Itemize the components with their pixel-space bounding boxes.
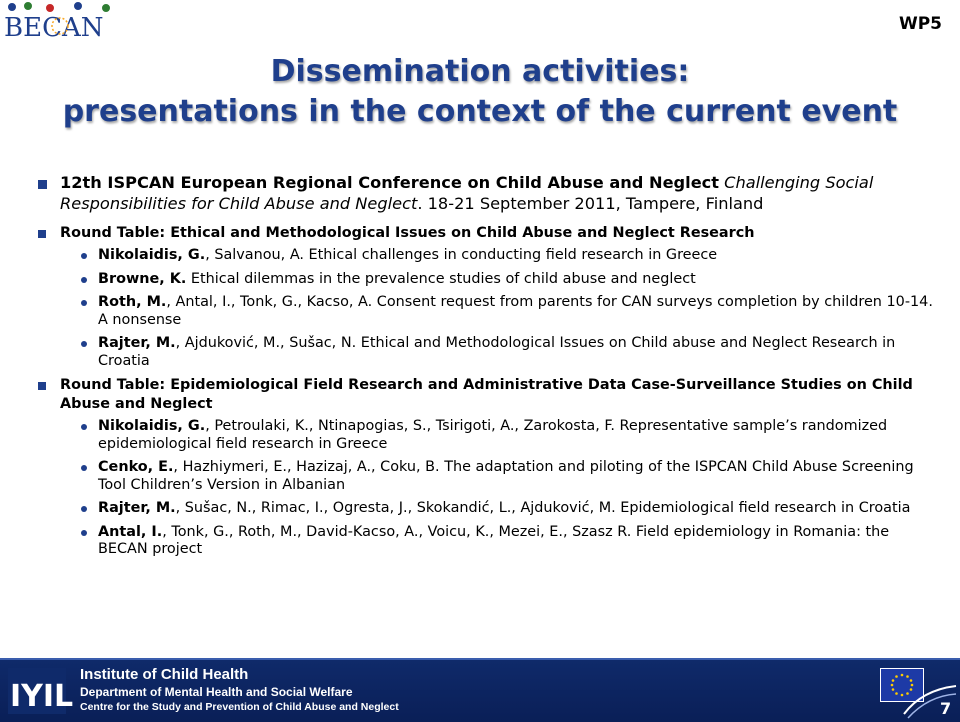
conference-subtitle: Challenging Social Responsibilities for Child Abuse and Neglect: [60, 173, 874, 213]
becan-logo: [2, 0, 142, 44]
round-bullet-icon: [81, 424, 87, 430]
department-name: Department of Mental Health and Social Welfare: [80, 685, 353, 699]
round-bullet-icon: [81, 300, 87, 306]
wp5-label: WP5: [898, 14, 942, 34]
square-bullet-icon: [38, 180, 47, 189]
round-bullet-icon: [81, 277, 87, 283]
conference-name: 12th ISPCAN European Regional Conference on Child Abuse and Neglect: [60, 173, 720, 192]
list-item: Browne, K. Ethical dilemmas in the prevalence studies of child abuse and neglect: [38, 271, 943, 289]
page-title: [0, 52, 960, 132]
iyil-logo: [8, 668, 74, 714]
conference-bullet: [38, 172, 943, 214]
fp7-logo: [902, 680, 958, 720]
becan-logo-text: BECAN: [4, 13, 104, 43]
footer-bar: [0, 658, 960, 722]
conference-date-place: . 18-21 September 2011, Tampere, Finland: [417, 194, 764, 213]
square-bullet-icon: [38, 230, 46, 238]
round-bullet-icon: [81, 253, 87, 259]
round-table-title: Round Table: Ethical and Methodological Issues on Child Abuse and Neglect Research: [38, 224, 943, 243]
list-item: Nikolaidis, G., Salvanou, A. Ethical challenges in conducting field research in Greece: [38, 247, 943, 265]
list-item: Nikolaidis, G., Petroulaki, K., Ntinapogias, S., Tsirigoti, A., Zarokosta, F. Representative sample’s randomized epidemiological field research in Greece: [38, 418, 943, 453]
institute-info: [80, 666, 399, 715]
list-item: Roth, M., Antal, I., Tonk, G., Kacso, A. Consent request from parents for CAN surveys completion by children 10-14. A nonsense: [38, 294, 943, 329]
iyil-logo-text: IYIL: [10, 679, 74, 714]
list-item: Rajter, M., Sušac, N., Rimac, I., Ogresta, J., Skokandić, L., Ajduković, M. Epidemiological field research in Croatia: [38, 500, 943, 518]
list-item: Cenko, E., Hazhiymeri, E., Hazizaj, A., Coku, B. The adaptation and piloting of the ISPCAN Child Abuse Screening Tool Children’s Version in Albanian: [38, 459, 943, 494]
round-bullet-icon: [81, 506, 87, 512]
title-line-2: presentations in the context of the current event: [62, 94, 898, 129]
round-bullet-icon: [81, 530, 87, 536]
round-table-title: Round Table: Epidemiological Field Research and Administrative Data Case-Surveillance Studies on Child Abuse and Neglect: [38, 376, 943, 414]
centre-name: Centre for the Study and Prevention of Child Abuse and Neglect: [80, 701, 399, 713]
title-line-1: Dissemination activities:: [270, 54, 690, 89]
institute-name: Institute of Child Health: [80, 666, 249, 683]
list-item: Antal, I., Tonk, G., Roth, M., David-Kacso, A., Voicu, K., Mezei, E., Szasz R. Field epidemiology in Romania: the BECAN project: [38, 524, 943, 559]
slide-content: [38, 172, 943, 565]
round-bullet-icon: [81, 465, 87, 471]
square-bullet-icon: [38, 382, 46, 390]
list-item: Rajter, M., Ajduković, M., Sušac, N. Ethical and Methodological Issues on Child abuse and Neglect Research in Croatia: [38, 335, 943, 370]
fp7-logo-text: 7: [940, 699, 952, 718]
round-bullet-icon: [81, 341, 87, 347]
